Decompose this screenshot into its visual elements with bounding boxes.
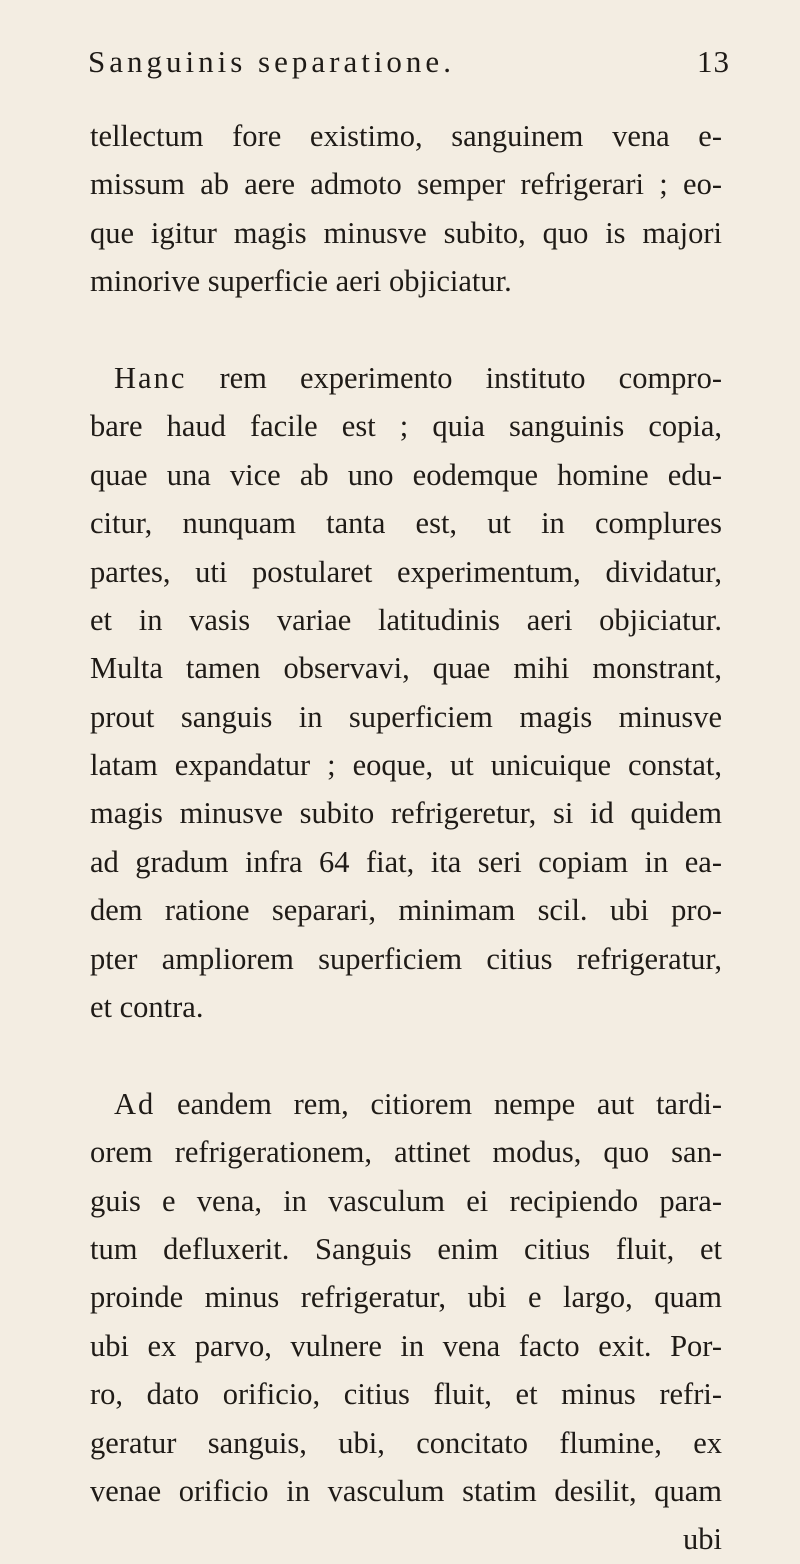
text-line: venae orificio in vasculum statim desilit, quam — [90, 1473, 722, 1508]
text-line: ro, dato orificio, citius fluit, et minus refri- — [90, 1377, 722, 1412]
page-number: 13 — [697, 44, 730, 79]
text-line: Multa tamen observavi, quae mihi monstrant, — [90, 651, 722, 686]
catchword: ubi — [683, 1522, 722, 1557]
text-line: dem ratione separari, minimam scil. ubi pro- — [90, 893, 722, 928]
text-line: prout sanguis in superficiem magis minusve — [90, 699, 722, 734]
text-line: et contra. — [90, 990, 204, 1025]
text-line: pter ampliorem superficiem citius refrigeratur, — [90, 941, 722, 976]
body-text — [90, 112, 722, 1564]
text-line: et in vasis variae latitudinis aeri objiciatur. — [90, 602, 722, 637]
text-line: tellectum fore existimo, sanguinem vena e- — [90, 119, 722, 153]
text-line: ad gradum infra 64 fiat, ita seri copiam in ea- — [90, 844, 722, 879]
text-line: magis minusve subito refrigeretur, si id quidem — [90, 796, 722, 831]
paragraph-gap — [90, 1031, 722, 1079]
text-line: citur, nunquam tanta est, ut in complures — [90, 506, 722, 541]
text-line: tum defluxerit. Sanguis enim citius fluit, et — [90, 1231, 722, 1266]
paragraph-lead-word: Ad — [114, 1086, 156, 1121]
paragraph-lead-word: Hanc — [114, 360, 187, 395]
running-head — [88, 44, 730, 88]
text-line: que igitur magis minusve subito, quo is majori — [90, 215, 722, 250]
running-head-title: Sanguinis separatione. — [88, 44, 455, 79]
text-line: minorive superficie aeri objiciatur. — [90, 264, 512, 299]
text-line: geratur sanguis, ubi, concitato flumine, ex — [90, 1425, 722, 1460]
text-line-rest: eandem rem, citiorem nempe aut tardi- — [155, 1086, 722, 1121]
text-line: latam expandatur ; eoque, ut unicuique constat, — [90, 748, 722, 783]
text-line-first — [90, 1080, 722, 1128]
text-line: proinde minus refrigeratur, ubi e largo, quam — [90, 1280, 722, 1315]
text-line: bare haud facile est ; quia sanguinis copia, — [90, 409, 722, 444]
text-line: guis e vena, in vasculum ei recipiendo para- — [90, 1183, 722, 1218]
text-line-first — [90, 354, 722, 402]
text-line-rest: rem experimento instituto compro- — [186, 360, 722, 395]
text-line: partes, uti postularet experimentum, dividatur, — [90, 554, 722, 589]
text-line: ubi ex parvo, vulnere in vena facto exit. Por- — [90, 1328, 722, 1363]
text-line: orem refrigerationem, attinet modus, quo san- — [90, 1135, 722, 1170]
text-line: missum ab aere admoto semper refrigerari ; eo- — [90, 167, 722, 202]
text-line: quae una vice ab uno eodemque homine edu- — [90, 457, 722, 492]
paragraph-gap — [90, 306, 722, 354]
